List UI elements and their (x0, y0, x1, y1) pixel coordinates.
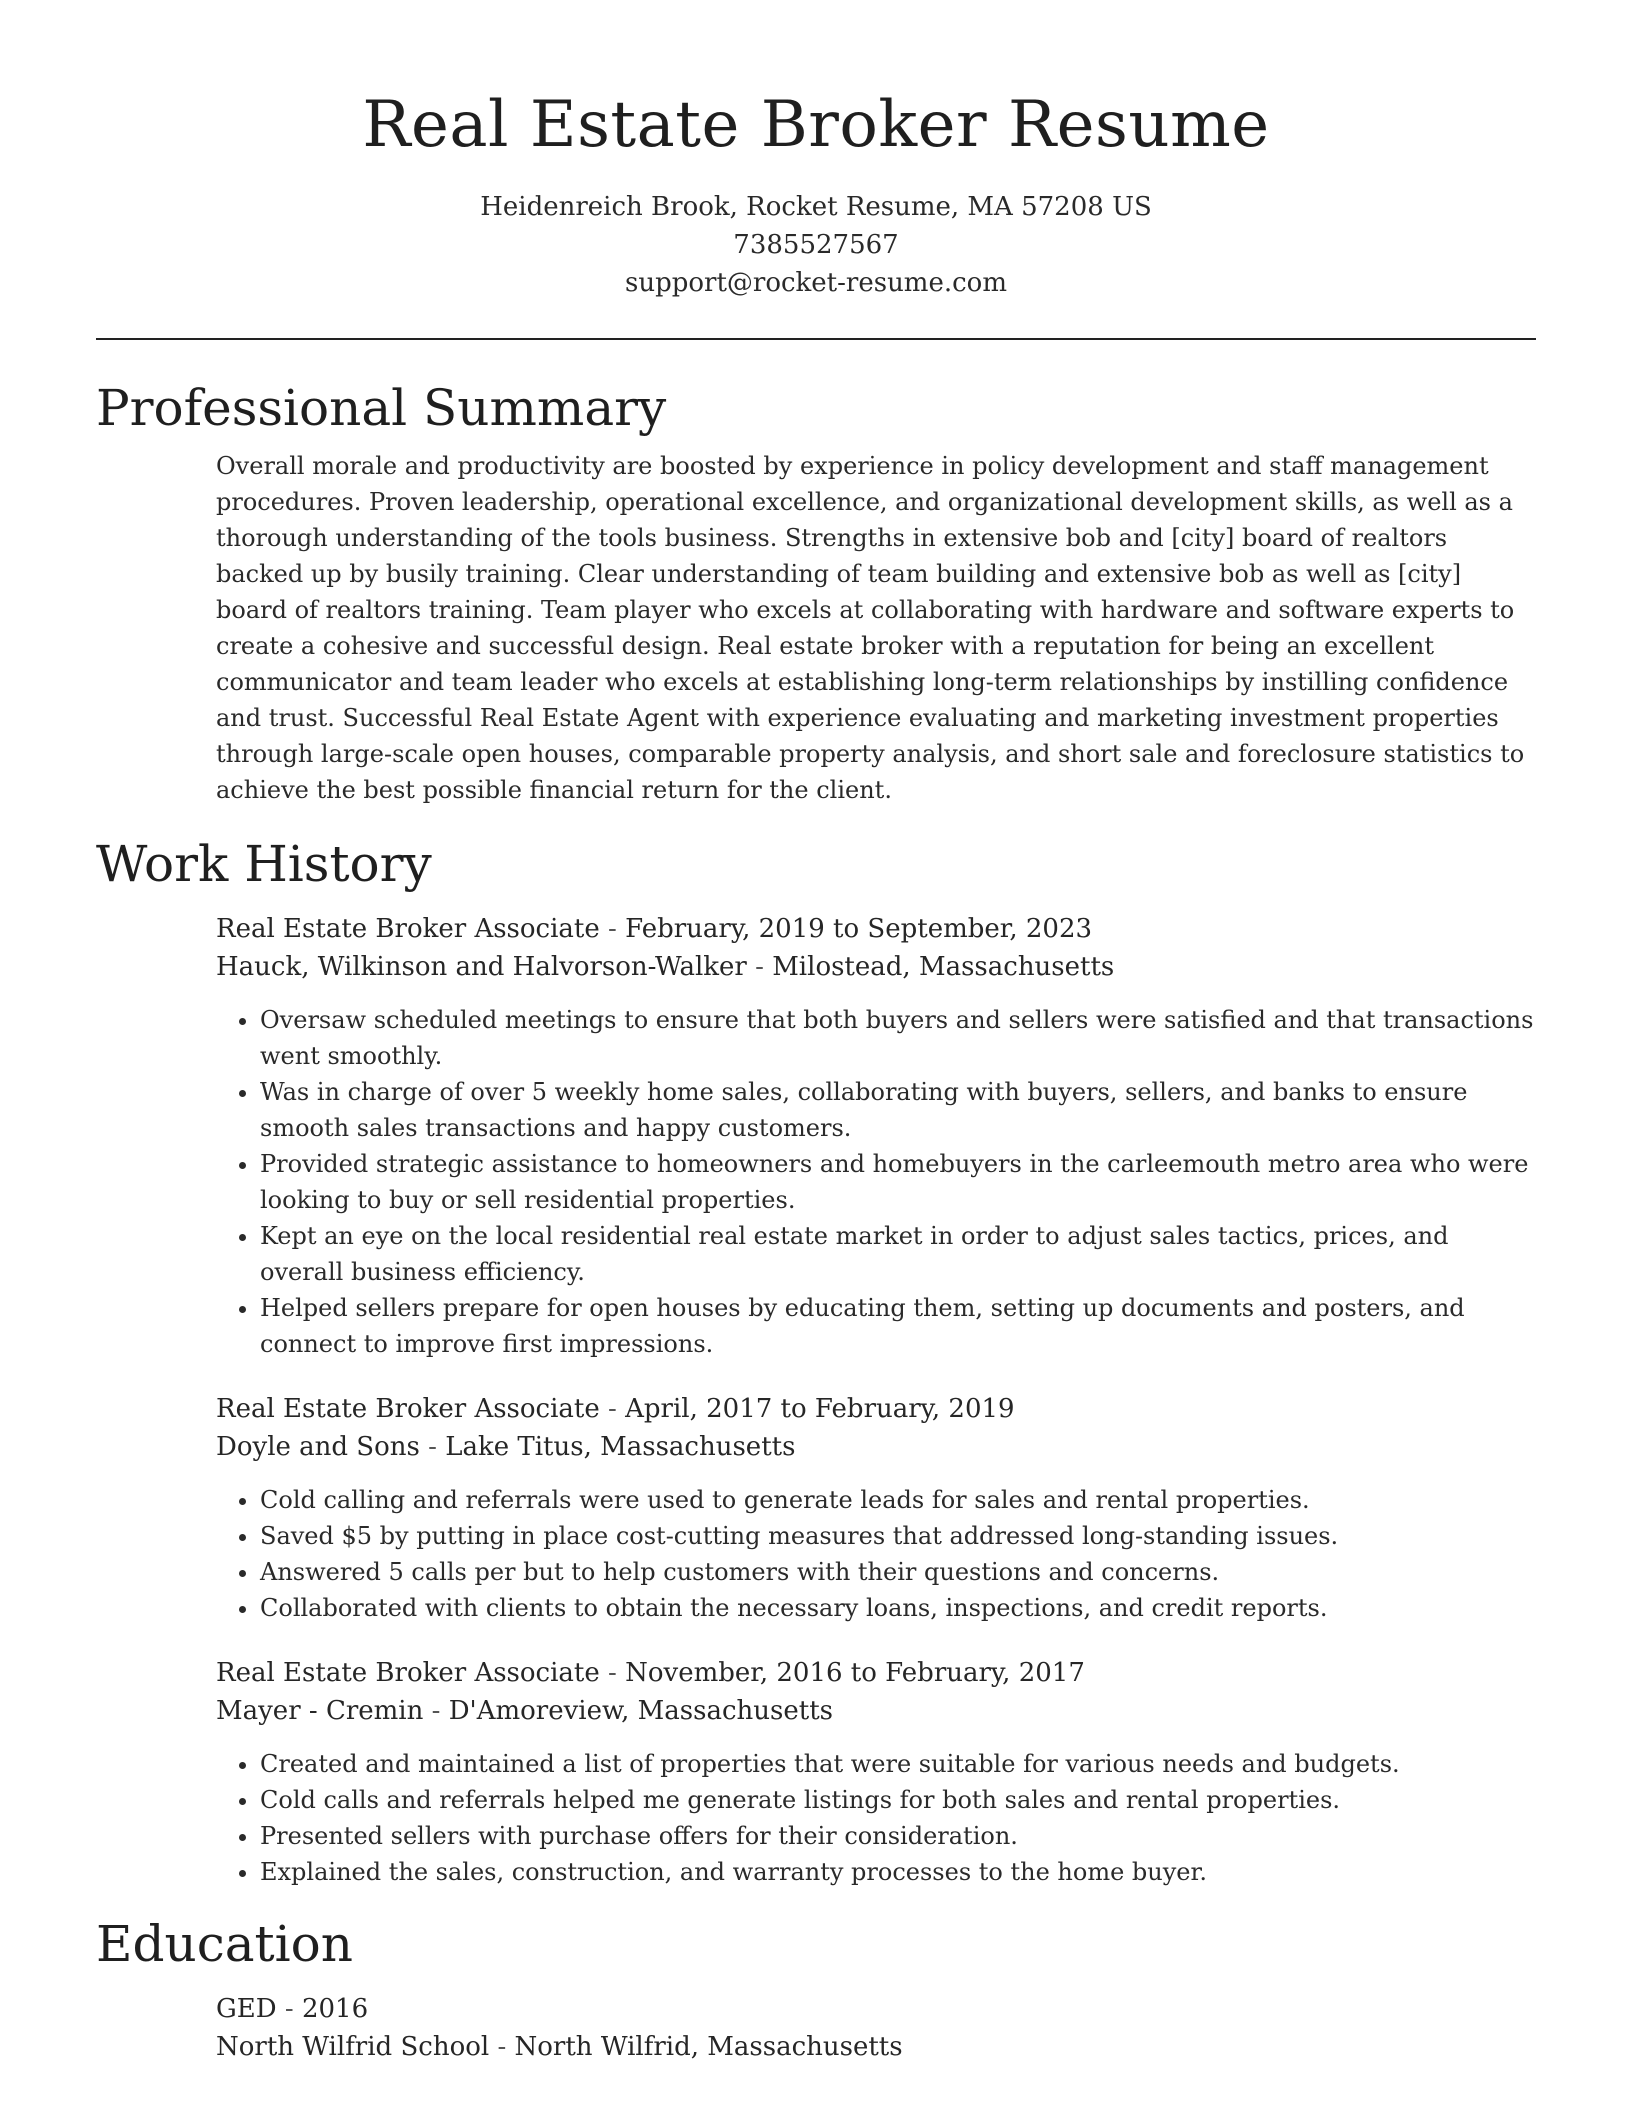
education-entry (216, 1990, 1536, 2066)
separator: - (423, 1696, 449, 1726)
resume-header (0, 0, 1632, 302)
job-bullets (216, 1002, 1536, 1362)
separator: - (419, 1432, 446, 1462)
resume-title: Real Estate Broker Resume (362, 88, 1270, 162)
education-degree-line (216, 1990, 1536, 2028)
job-title: Real Estate Broker Associate (216, 1394, 600, 1424)
section-heading-summary: Professional Summary (96, 379, 667, 437)
summary-paragraph: Overall morale and productivity are boosted by experience in policy development and staff management procedures. Proven leadership, operational excellence, and organizational development skills, as well as a thorough understanding of the tools business. Strengths in extensive bob and [city] board of realtors backed up by busily training. Clear understanding of team building and extensive bob as well as [city] board of realtors training. Team player who excels at collaborating with hardware and software experts to create a cohesive and successful design. Real estate broker with a reputation for being an excellent communicator and team leader who excels at establishing long-term relationships by instilling confidence and trust. Successful Real Estate Agent with experience evaluating and marketing investment properties through large-scale open houses, comparable property analysis, and short sale and foreclosure statistics to achieve the best possible financial return for the client. (216, 452, 1525, 804)
email-text: support@rocket-resume.com (624, 268, 1007, 298)
job-bullet: • Collaborated with clients to obtain the necessary loans, inspections, and credit reports. (260, 1590, 1536, 1626)
job-title-line (216, 1390, 1536, 1428)
separator: - (746, 952, 773, 982)
education-location: North Wilfrid, Massachusetts (514, 2032, 903, 2062)
job-location: Lake Titus, Massachusetts (445, 1432, 796, 1462)
education-school: North Wilfrid School (216, 2032, 490, 2062)
job-title-line (216, 910, 1536, 948)
job-bullet: • Saved $5 by putting in place cost-cutting measures that addressed long-standing issues. (260, 1518, 1536, 1554)
job-dates: February, 2019 to September, 2023 (625, 914, 1093, 944)
job-company: Mayer - Cremin (216, 1696, 424, 1726)
address-text: Heidenreich Brook, Rocket Resume, MA 57208 US (480, 192, 1152, 222)
job-bullet: • Cold calling and referrals were used to generate leads for sales and rental properties. (260, 1482, 1536, 1518)
section-heading-work-history: Work History (96, 835, 432, 893)
education-year: 2016 (301, 1994, 369, 2024)
job-bullets (216, 1482, 1536, 1626)
job-bullet: • Created and maintained a list of properties that were suitable for various needs and budgets. (260, 1746, 1536, 1782)
job-bullet: • Presented sellers with purchase offers for their consideration. (260, 1818, 1536, 1854)
section-heading-education: Education (96, 1915, 353, 1973)
job-dates: November, 2016 to February, 2017 (625, 1658, 1085, 1688)
separator: - (599, 914, 626, 944)
work-history-list (216, 910, 1536, 1890)
job-dates: April, 2017 to February, 2019 (625, 1394, 1015, 1424)
job-company-line (216, 948, 1536, 986)
job-location: Milostead, Massachusetts (772, 952, 1115, 982)
job-company: Doyle and Sons (216, 1432, 420, 1462)
job-entry (216, 1654, 1536, 1890)
job-bullet: • Was in charge of over 5 weekly home sales, collaborating with buyers, sellers, and banks to ensure smooth sales transactions and happy customers. (260, 1074, 1536, 1146)
job-bullet: • Cold calls and referrals helped me generate listings for both sales and rental properties. (260, 1782, 1536, 1818)
job-title: Real Estate Broker Associate (216, 914, 600, 944)
job-bullet: • Helped sellers prepare for open houses by educating them, setting up documents and posters, and connect to improve first impressions. (260, 1290, 1536, 1362)
job-bullets (216, 1746, 1536, 1890)
job-company-line (216, 1692, 1536, 1730)
job-bullet: • Oversaw scheduled meetings to ensure that both buyers and sellers were satisfied and that transactions went smoothly. (260, 1002, 1536, 1074)
job-bullet: • Provided strategic assistance to homeowners and homebuyers in the carleemouth metro area who were looking to buy or sell residential properties. (260, 1146, 1536, 1218)
header-divider (96, 338, 1536, 340)
job-bullet: • Answered 5 calls per but to help customers with their questions and concerns. (260, 1554, 1536, 1590)
contact-block (0, 188, 1632, 302)
separator: - (489, 2032, 515, 2062)
job-entry (216, 1390, 1536, 1626)
phone-text: 7385527567 (733, 230, 899, 260)
job-location: D'Amoreview, Massachusetts (448, 1696, 834, 1726)
job-bullet: • Explained the sales, construction, and warranty processes to the home buyer. (260, 1854, 1536, 1890)
separator: - (599, 1394, 626, 1424)
separator: - (276, 1994, 302, 2024)
job-company: Hauck, Wilkinson and Halvorson-Walker (216, 952, 747, 982)
job-bullet: • Kept an eye on the local residential real estate market in order to adjust sales tactics, prices, and overall business efficiency. (260, 1218, 1536, 1290)
separator: - (599, 1658, 626, 1688)
job-title: Real Estate Broker Associate (216, 1658, 600, 1688)
job-company-line (216, 1428, 1536, 1466)
education-degree: GED (216, 1994, 277, 2024)
job-entry (216, 910, 1536, 1362)
education-school-line (216, 2028, 1536, 2066)
job-title-line (216, 1654, 1536, 1692)
